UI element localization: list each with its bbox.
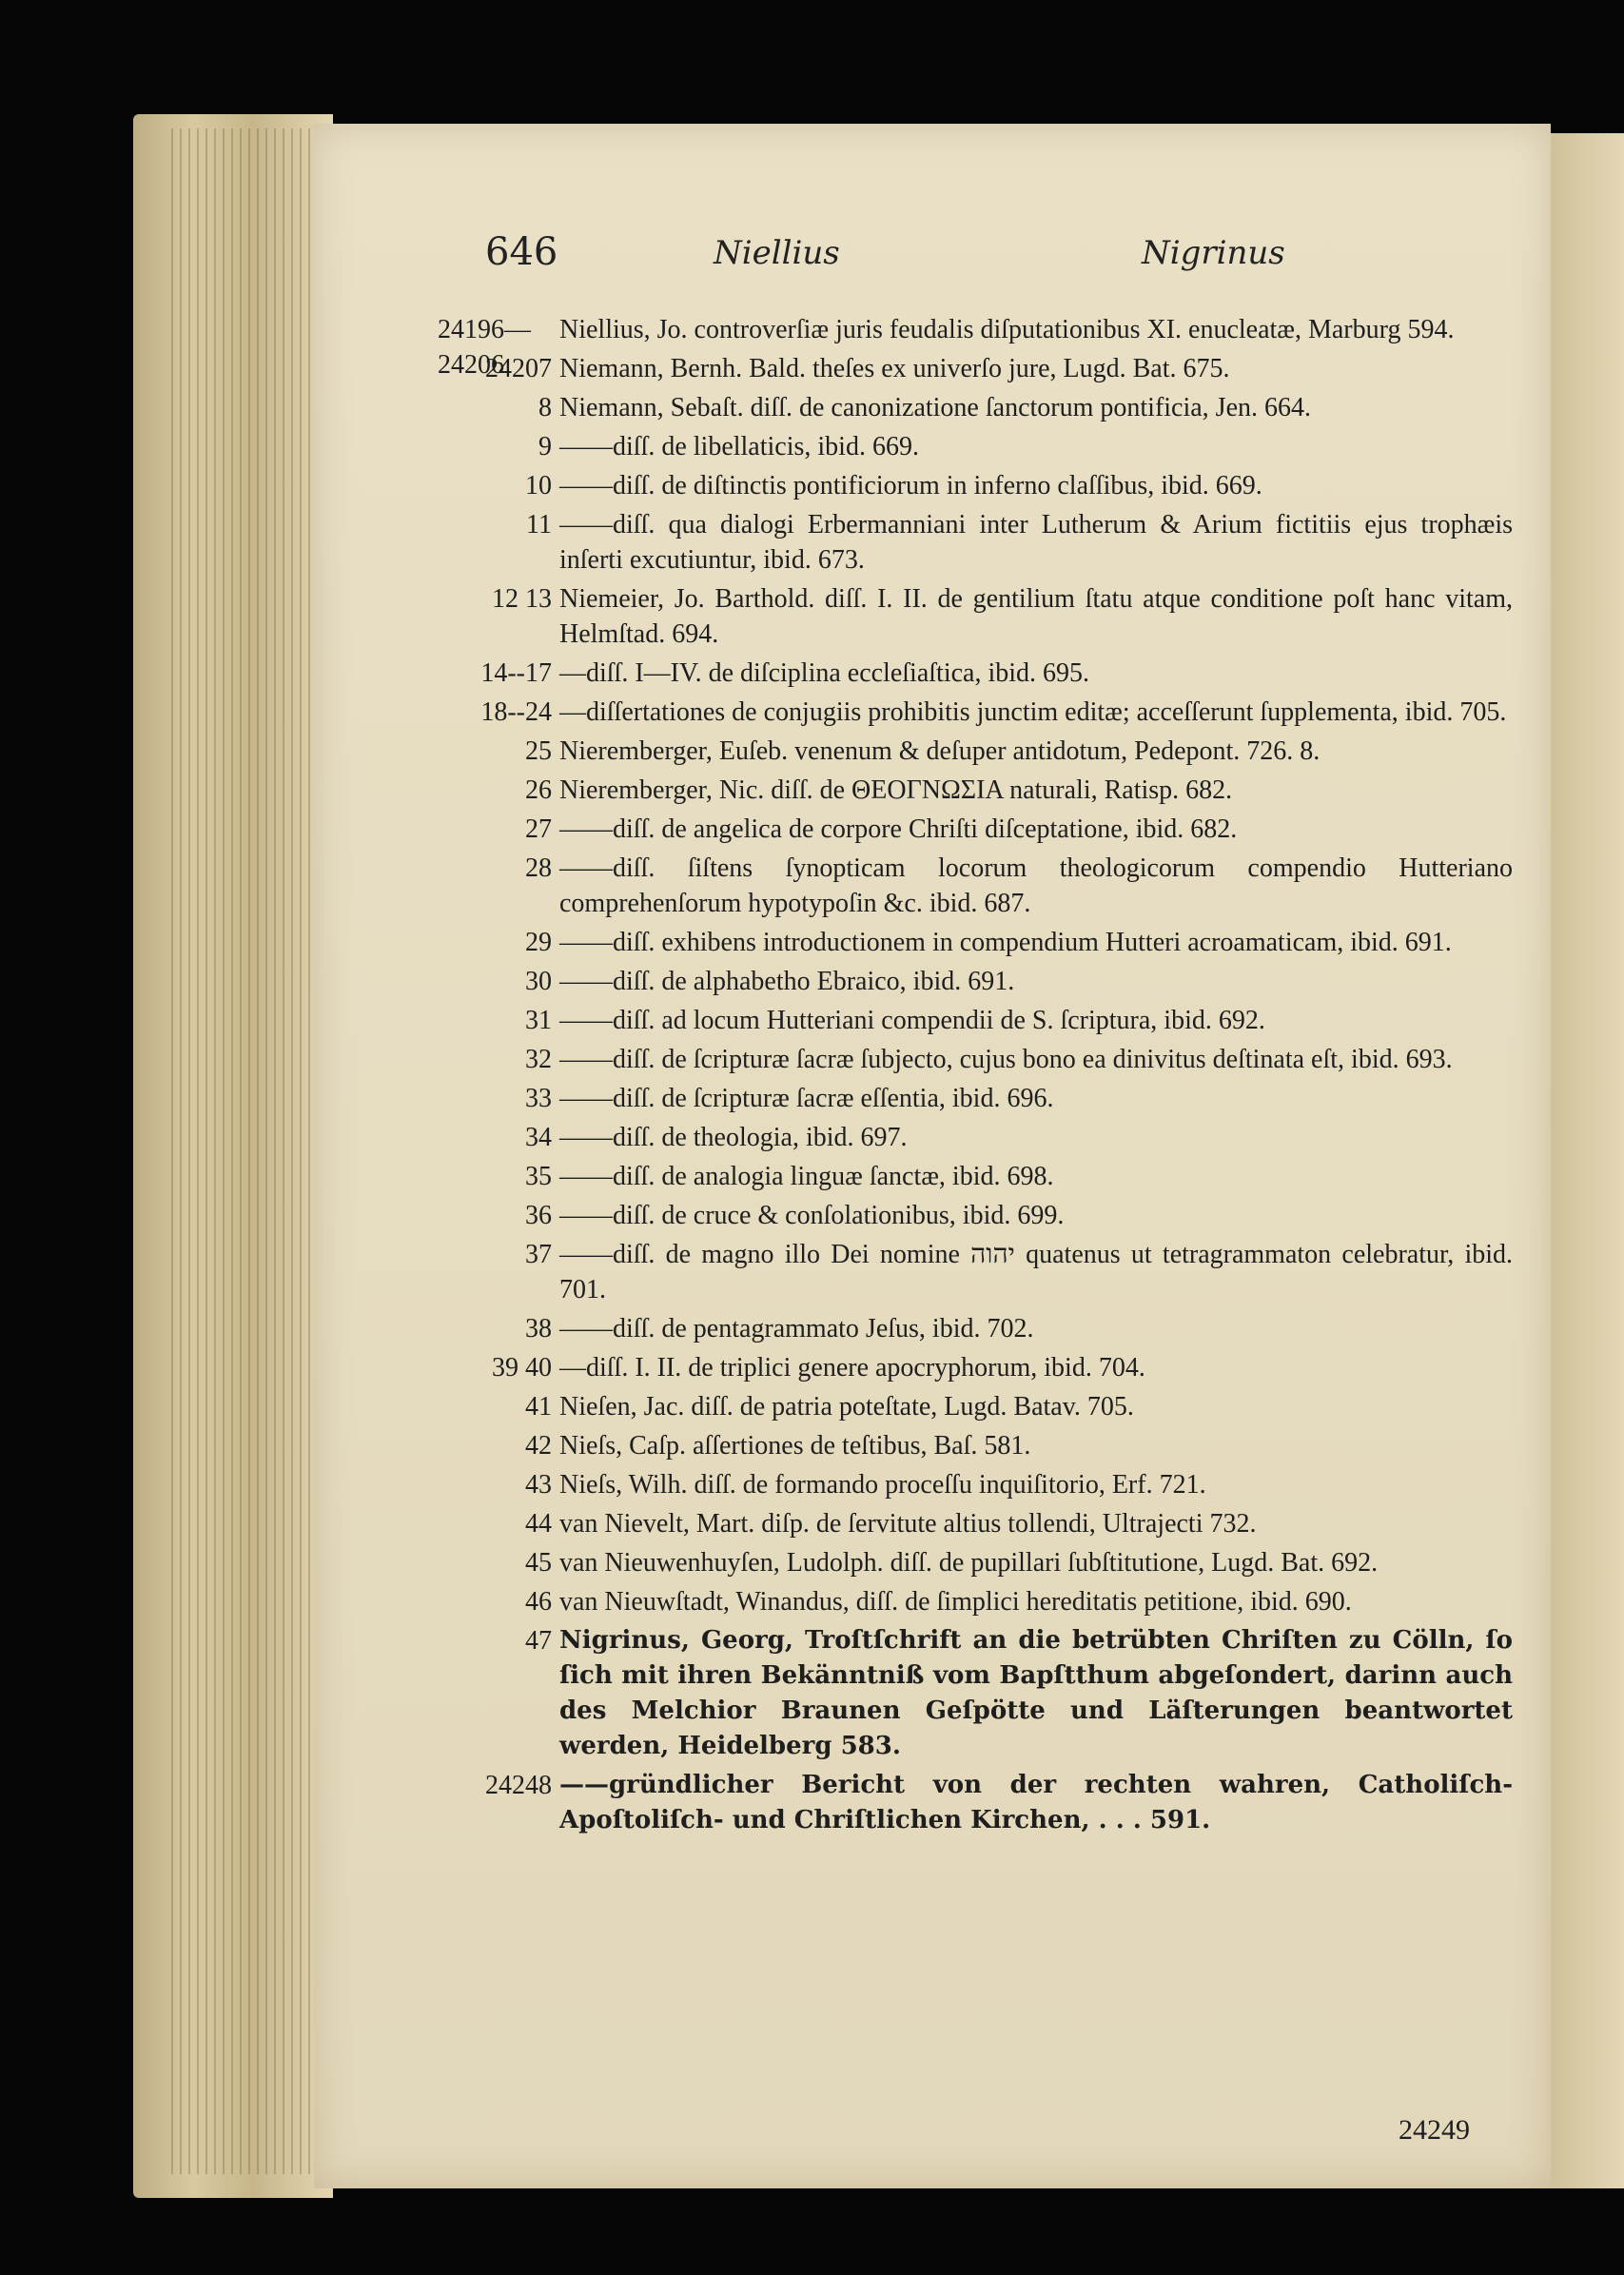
entry-text: —diſſ. I—IV. de diſciplina eccleſiaſtica, ibid. 695. <box>559 658 1090 688</box>
next-page-edge <box>1551 133 1624 2188</box>
entry-text: van Nievelt, Mart. diſp. de ſervitute altius tollendi, Ultrajecti 732. <box>559 1509 1257 1539</box>
catalog-entry <box>457 1198 1513 1233</box>
catalog-entry <box>457 964 1513 999</box>
catalog-entry <box>457 1389 1513 1424</box>
entry-number: 45 <box>525 1548 552 1578</box>
book-page-edge-lines <box>171 128 314 2174</box>
catalog-entry <box>457 390 1513 425</box>
entry-text: ——diſſ. de analogia linguæ ſanctæ, ibid. 698. <box>559 1162 1054 1191</box>
catalog-entry <box>457 1081 1513 1116</box>
entry-text: ——diſſ. de diſtinctis pontificiorum in inferno claſſibus, ibid. 669. <box>559 471 1262 500</box>
entry-text: ——diſſ. de ſcripturæ ſacræ ſubjecto, cujus bono ea dinivitus deſtinata eſt, ibid. 693. <box>559 1045 1453 1074</box>
entry-number: 30 <box>525 967 552 996</box>
catalog-entry <box>457 1545 1513 1580</box>
catalog-entry <box>457 1467 1513 1502</box>
entry-number: 41 <box>525 1392 552 1422</box>
entry-number: 43 <box>525 1470 552 1500</box>
entry-number: 18--24 <box>480 697 552 727</box>
entry-text: ——diſſ. de alphabetho Ebraico, ibid. 691. <box>559 967 1015 996</box>
entry-number: 24207 <box>485 354 552 383</box>
entry-number: 11 <box>526 510 552 539</box>
catalog-entry <box>457 581 1513 652</box>
entry-number: 12 13 <box>492 584 552 614</box>
entry-number: 26 <box>525 775 552 805</box>
entry-number: 24196—24206 <box>438 315 531 380</box>
entry-number: 42 <box>525 1431 552 1461</box>
catalog-entry <box>457 1311 1513 1346</box>
entry-text: Nieremberger, Euſeb. venenum & deſuper antidotum, Pedepont. 726. 8. <box>559 736 1321 766</box>
entry-number: 46 <box>525 1587 552 1617</box>
entry-text: van Nieuwſtadt, Winandus, diſſ. de ſimplici hereditatis petitione, ibid. 690. <box>559 1587 1352 1617</box>
entry-text: Nieſs, Wilh. diſſ. de formando proceſſu inquiſitorio, Erf. 721. <box>559 1470 1206 1500</box>
running-head-right: Nigrinus <box>1142 234 1285 272</box>
catalog-entry <box>457 1623 1513 1764</box>
entry-number: 9 <box>538 432 552 461</box>
entry-number: 39 40 <box>492 1353 552 1383</box>
catalog-entry <box>457 812 1513 847</box>
entry-text: ——diſſ. de theologia, ibid. 697. <box>559 1123 908 1152</box>
entry-text: Niemann, Bernh. Bald. theſes ex univerſo jure, Lugd. Bat. 675. <box>559 354 1230 383</box>
entry-text: Nieſen, Jac. diſſ. de patria poteſtate, Lugd. Batav. 705. <box>559 1392 1134 1422</box>
entry-text: ——diſſ. de magno illo Dei nomine יהוה quatenus ut tetragrammaton celebratur, ibid. 701. <box>559 1240 1514 1304</box>
entry-text: ——diſſ. de angelica de corpore Chriſti diſceptatione, ibid. 682. <box>559 814 1238 844</box>
catalog-entry <box>457 507 1513 578</box>
catalog-entries <box>438 312 1514 1842</box>
entry-text: ——diſſ. exhibens introductionem in compendium Hutteri acroamaticam, ibid. 691. <box>559 928 1452 957</box>
entry-text: ——diſſ. de ſcripturæ ſacræ eſſentia, ibid. 696. <box>559 1084 1054 1113</box>
entry-text: Niemeier, Jo. Barthold. diſſ. I. II. de gentilium ſtatu atque conditione poſt hanc vitam, Helmſtad. 694. <box>559 584 1513 649</box>
catalog-entry <box>457 1159 1513 1194</box>
entry-number: 31 <box>525 1006 552 1035</box>
catalog-entry <box>457 468 1513 503</box>
entry-number: 44 <box>525 1509 552 1539</box>
catalog-entry <box>457 734 1513 769</box>
entry-number: 24248 <box>485 1771 552 1800</box>
catalog-entry <box>457 1506 1513 1541</box>
entry-number: 29 <box>525 928 552 957</box>
running-head-left: Niellius <box>714 234 840 272</box>
entry-number: 27 <box>525 814 552 844</box>
entry-number: 38 <box>525 1314 552 1343</box>
entry-number: 33 <box>525 1084 552 1113</box>
catalog-entry <box>457 1120 1513 1155</box>
catalog-entry <box>457 851 1513 921</box>
catalog-entry <box>457 1350 1513 1385</box>
entry-text: ——diſſ. ad locum Hutteriani compendii de S. ſcriptura, ibid. 692. <box>559 1006 1265 1035</box>
entry-number: 28 <box>525 853 552 883</box>
catalog-entry <box>457 1237 1513 1307</box>
catalog-entry <box>457 1768 1513 1838</box>
entry-text: —diſſ. I. II. de triplici genere apocryphorum, ibid. 704. <box>559 1353 1145 1383</box>
entry-number: 35 <box>525 1162 552 1191</box>
entry-text: van Nieuwenhuyſen, Ludolph. diſſ. de pupillari ſubſtitutione, Lugd. Bat. 692. <box>559 1548 1379 1578</box>
entry-text: Nigrinus, Georg, Troſtſchrift an die betrübten Chriſten zu Cölln, ſo ſich mit ihren Bekänntniß vom Bapſtthum abgeſondert, darinn auch des Melchior Braunen Geſpötte und Läſterungen beantwortet werden, Heidelberg 583. <box>559 1626 1513 1760</box>
page-header <box>485 230 1303 287</box>
entry-number: 34 <box>525 1123 552 1152</box>
catalog-entry <box>457 1042 1513 1077</box>
entry-text: ——diſſ. ſiſtens ſynopticam locorum theologicorum compendio Hutteriano comprehenſorum hypotypoſin &c. ibid. 687. <box>559 853 1513 918</box>
entry-text: Nieremberger, Nic. diſſ. de ΘΕΟΓΝΩΣΙΑ naturali, Ratisp. 682. <box>559 775 1233 805</box>
entry-number: 36 <box>525 1201 552 1230</box>
catalog-entry <box>457 1428 1513 1463</box>
entry-text: Niellius, Jo. controverſiæ juris feudalis diſputationibus XI. enucleatæ, Marburg 594. <box>559 315 1455 344</box>
catalog-entry <box>457 925 1513 960</box>
catalog-entry <box>457 656 1513 691</box>
entry-number: 25 <box>525 736 552 766</box>
entry-text: —diſſertationes de conjugiis prohibitis junctim editæ; acceſſerunt ſupplementa, ibid. 705. <box>559 697 1507 727</box>
page-number: 646 <box>485 230 558 274</box>
catalog-entry <box>457 1003 1513 1038</box>
entry-text: Nieſs, Caſp. aſſertiones de teſtibus, Baſ. 581. <box>559 1431 1031 1461</box>
entry-number: 10 <box>525 471 552 500</box>
catalog-entry <box>457 351 1513 386</box>
entry-text: ——gründlicher Bericht von der rechten wahren, Catholiſch-Apoſtoliſch- und Chriſtlichen Kirchen, . . . 591. <box>559 1771 1513 1834</box>
catalog-entry <box>457 695 1513 730</box>
entry-text: ——diſſ. de libellaticis, ibid. 669. <box>559 432 919 461</box>
entry-text: ——diſſ. de pentagrammato Jeſus, ibid. 702. <box>559 1314 1034 1343</box>
entry-number: 8 <box>538 393 552 422</box>
entry-text: ——diſſ. de cruce & conſolationibus, ibid. 699. <box>559 1201 1065 1230</box>
entry-number: 32 <box>525 1045 552 1074</box>
catalog-entry <box>457 1584 1513 1619</box>
entry-number: 37 <box>525 1240 552 1269</box>
entry-number: 47 <box>525 1626 552 1656</box>
entry-text: Niemann, Sebaſt. diſſ. de canonizatione ſanctorum pontificia, Jen. 664. <box>559 393 1312 422</box>
catalog-entry <box>457 773 1513 808</box>
catchword: 24249 <box>1399 2114 1470 2146</box>
entry-number: 14--17 <box>480 658 552 688</box>
entry-text: ——diſſ. qua dialogi Erbermanniani inter Lutherum & Arium fictitiis ejus trophæis inſerti excutiuntur, ibid. 673. <box>559 510 1513 575</box>
catalog-entry <box>457 429 1513 464</box>
